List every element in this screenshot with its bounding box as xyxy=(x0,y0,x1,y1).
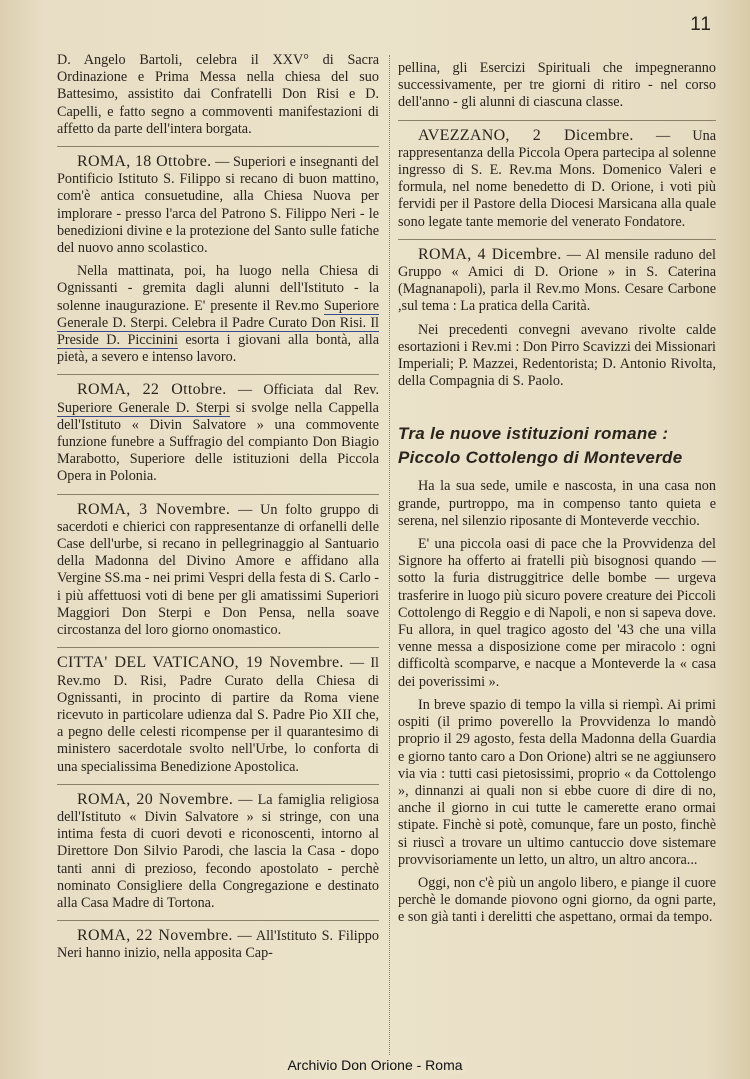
entry-text: — Officiata dal Rev. xyxy=(226,382,380,399)
news-entry xyxy=(57,791,379,912)
entry-text: — Una rappresentanza della Piccola Opera partecipa al solenne ingresso di S. E. Rev.ma Mons. Domenico Valeri e formula, nel nome benedetto di D. Orione, i voti più fervidi per il Pastore della Diocesi Marsicana alla quale sono legate tante memorie del venerato Fondatore. xyxy=(398,127,716,230)
entry-divider xyxy=(398,120,716,121)
news-entry xyxy=(57,927,379,962)
section-title-line-2: Piccolo Cottolengo di Monteverde xyxy=(398,448,683,468)
entry-divider xyxy=(57,920,379,921)
entry-dateline: ROMA, 22 Ottobre. xyxy=(77,381,227,399)
continued-paragraph: pellina, gli Esercizi Spirituali che impegneranno successivamente, per tre giorni di ritiro - nel corso dell'anno - gli alunni di ciascuna classe. xyxy=(398,60,716,111)
page-number: 11 xyxy=(690,14,712,35)
entry-dateline: ROMA, 4 Dicembre. xyxy=(418,245,562,263)
entry-text: esorta i giovani alla bontà, alla pietà, a severo e intenso lavoro. xyxy=(57,332,379,366)
entry-divider xyxy=(57,494,379,495)
entry-paragraph xyxy=(57,263,379,366)
entry-dateline: CITTA' DEL VATICANO, 19 Novembre. xyxy=(57,654,344,672)
entry-dateline: ROMA, 18 Ottobre. xyxy=(77,153,212,171)
entry-dateline: ROMA, 20 Novembre. xyxy=(77,790,234,808)
entry-paragraph: Nei precedenti convegni avevano rivolte calde esortazioni i Rev.mi : Don Pirro Scavizzi dei Missionari Imperiali; P. Mazzei, Redentorista; D. Antonio Rivolta, della Compagnia di S. Paolo. xyxy=(398,321,716,390)
entry-dateline: ROMA, 22 Novembre. xyxy=(77,927,233,945)
entry-text: — La famiglia religiosa dell'Istituto « Divin Salvatore » si stringe, con una intima festa di cuori devoti e riconoscenti, intorno al Direttore Don Silvio Parodi, che lascia la Casa - dopo tanti anni di prezioso, fecondo apostolato - perchè nominato Consigliere della Congregazione e destinato alla Casa Madre di Tortona. xyxy=(57,791,379,911)
entry-paragraph xyxy=(398,246,716,316)
entry-paragraph xyxy=(57,381,379,485)
news-entry xyxy=(57,153,379,366)
entry-text: Nella mattinata, poi, ha luogo nella Chiesa di Ognissanti - gremita dagli alunni dell'Istituto - la solenne inaugurazione. E' presente il Rev.mo xyxy=(57,263,379,314)
archive-footer xyxy=(0,1057,750,1073)
entry-paragraph xyxy=(57,927,379,962)
entry-paragraph xyxy=(57,791,379,912)
entry-text: — Al mensile raduno del Gruppo « Amici di D. Orione » in S. Caterina (Magnanapoli), parla il Rev.mo Mons. Cesare Carbone ,sul tema : La pratica della Carità. xyxy=(398,246,717,315)
article-paragraph: In breve spazio di tempo la villa si riempì. Ai primi ospiti (il primo poverello la Provvidenza lo mandò proprio il 29 agosto, festa della Madonna della Guardia e giorno tanto caro a Don Orione) altri se ne aggiunsero via via : tutti casi pietosissimi, proprio « da Cottolengo », dinnanzi ai quali non si ebbe cuore di dire di no, anche il giorno in cui tutte le camerette erano ormai stipate. Finchè si potè, comunque, fare un posto, finchè si riuscì a trovare un ultimo cantuccio dove sistemare provvisoriamente un letto, un altro, un altro ancora... xyxy=(398,696,716,868)
entry-divider xyxy=(57,784,379,785)
entry-dateline: ROMA, 3 Novembre. xyxy=(77,500,231,518)
article-paragraph: Ha la sua sede, umile e nascosta, in una casa non grande, purtroppo, ma in compenso tanto quieta e serena, nel silenzio riposante di Monteverde vecchio. xyxy=(398,478,716,529)
column-divider xyxy=(389,55,390,1055)
entry-divider xyxy=(57,374,379,375)
entry-text: — Un folto gruppo di sacerdoti e chierici con rappresentanze di orfanelli delle Case dell'urbe, si recano in pellegrinaggio al Santuario della Madonna del Divino Amore e affidano alla Vergine SS.ma - nei primi Vespri della festa di S. Carlo - i più affettuosi voti di bene per gli amatissimi Superiori Maggiori Don Sterpi e Don Pensa, nella soave circostanza del loro giorno onomastico. xyxy=(57,501,379,639)
entry-paragraph xyxy=(57,153,379,257)
news-entry xyxy=(398,127,716,231)
right-column xyxy=(398,60,716,933)
entry-dateline: AVEZZANO, 2 Dicembre. xyxy=(418,126,634,144)
entry-text: — Il Rev.mo D. Risi, Padre Curato della Chiesa di Ognissanti, in procinto di partire da Roma viene ricevuto in particolare udienza dal S. Padre Pio XII che, a pegno delle celesti ricompense per il quarantesimo di ministero sacerdotale svolto nell'Urbe, lo conforta di una specialissima Benedizione Apostolica. xyxy=(57,655,379,775)
footer-text: Archivio Don Orione - Roma xyxy=(283,1057,466,1073)
entry-divider xyxy=(57,647,379,648)
news-entry xyxy=(57,501,379,640)
article-paragraph: E' una piccola oasi di pace che la Provvidenza del Signore ha offerto ai fratelli più bisognosi quando — sotto la furia distruggitrice delle bombe — urgeva trasferire in luogo più sicuro povere creature dei Piccoli Cottolengo di Reggio e di Napoli, e non si sapeva dove. Fu allora, in quel tragico agosto del '43 che una villa venne messa a disposizione come per miracolo : ogni difficoltà scomparve, e nacque a Monteverde la « casa dei poverissimi ». xyxy=(398,536,716,690)
article-paragraph: Oggi, non c'è più un angolo libero, e piange il cuore perchè le domande piovono ogni giorno, da ogni parte, e son già tanti i derelitti che aspettano, ormai da tempo. xyxy=(398,874,716,926)
section-title xyxy=(398,422,716,470)
entry-text: — Superiori e insegnanti del Pontificio Istituto S. Filippo si recano di buon mattino, com'è antica consuetudine, alla Chiesa Nuova per implorare - presso l'arca del Patrono S. Filippo Neri - le benedizioni divine e la protezione del Santo sulle fatiche del nuovo anno scolastico. xyxy=(57,154,380,257)
entry-paragraph xyxy=(398,127,716,231)
handwritten-underline-text: Superiore Generale D. Sterpi. Celebra il Padre Curato Don Risi. Il Preside D. Piccinini xyxy=(57,297,379,349)
entry-divider xyxy=(398,239,716,240)
entry-text: — All'Istituto S. Filippo Neri hanno inizio, nella apposita Cap- xyxy=(57,928,379,962)
handwritten-underline-text: Superiore Generale D. Sterpi xyxy=(57,399,230,416)
entry-text: si svolge nella Cappella dell'Istituto « Divin Salvatore » una commovente funzione funebre a Suffragio del compianto Don Biagio Marabotto, Superiore delle istituzioni della Piccola Opera in Polonia. xyxy=(57,399,379,485)
entry-paragraph xyxy=(57,501,379,640)
entry-paragraph xyxy=(57,654,379,775)
section-title-line-1: Tra le nuove istituzioni romane : xyxy=(398,424,669,444)
intro-paragraph: D. Angelo Bartoli, celebra il XXV° di Sacra Ordinazione e Prima Messa nella chiesa del suo Battesimo, assistito dai Confratelli Don Risi e D. Capelli, e fatto segno a commoventi manifestazioni di affetto da parte dell'intera borgata. xyxy=(57,52,379,137)
news-entry xyxy=(57,381,379,485)
news-entry xyxy=(398,246,716,391)
left-column xyxy=(57,52,379,971)
entry-divider xyxy=(57,146,379,147)
news-entry xyxy=(57,654,379,775)
